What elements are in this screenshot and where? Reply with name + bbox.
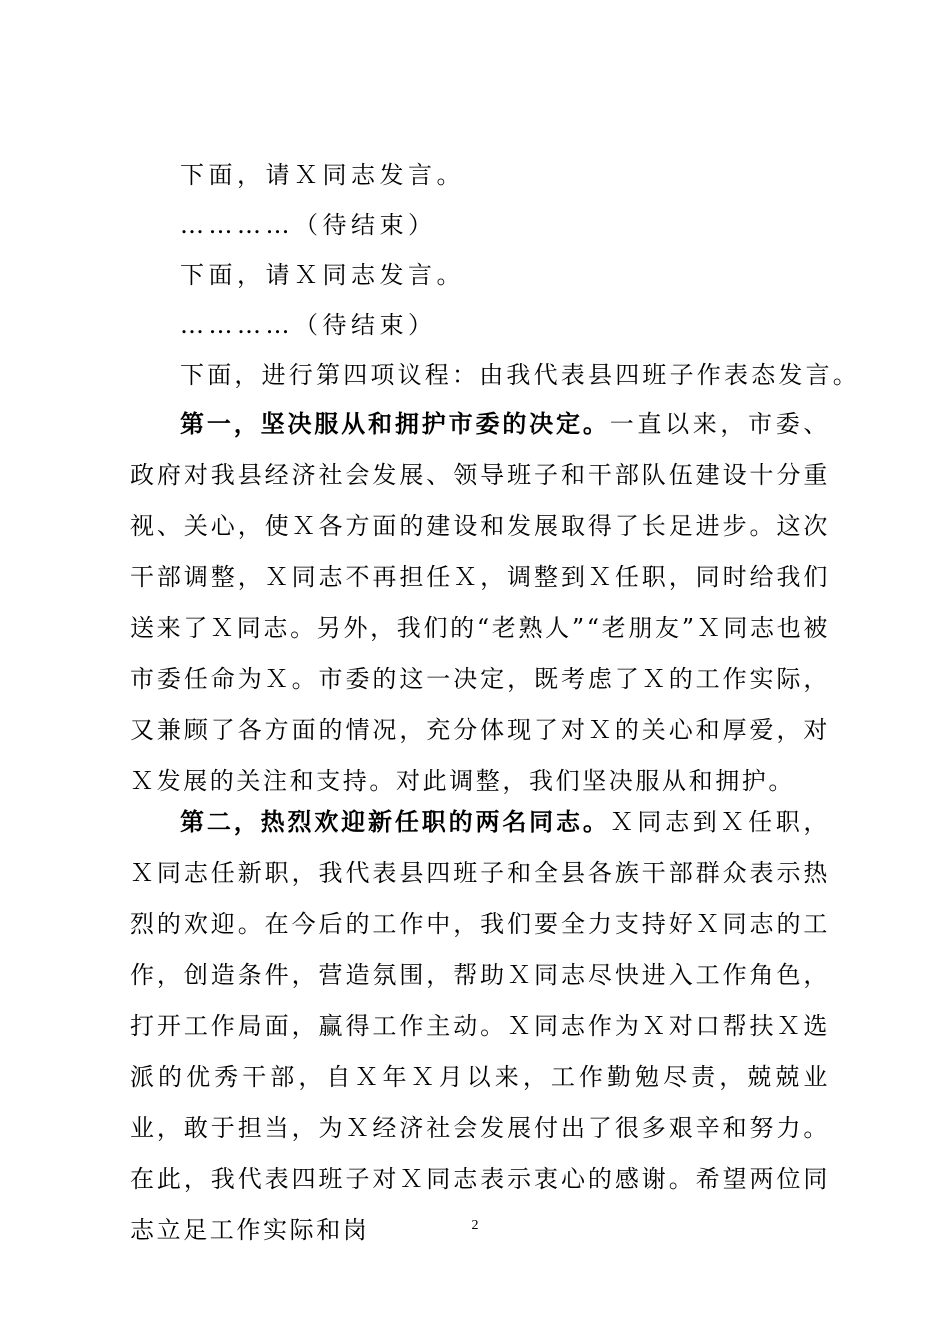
paragraph-second-lead: 第二，热烈欢迎新任职的两名同志。	[180, 808, 610, 836]
paragraph-first-text: 一直以来，市委、政府对我县经济社会发展、领导班子和干部队伍建设十分重视、关心，使Ｘ各方面的建设和发展取得了长足进步。这次干部调整，Ｘ同志不再担任Ｘ，调整到Ｘ任职，同时给我们送来了Ｘ同志。另外，我们的“老熟人”“老朋友”Ｘ同志也被市委任命为Ｘ。市委的这一决定，既考虑了Ｘ的工作实际，又兼顾了各方面的情况，充分体现了对Ｘ的关心和厚爱，对Ｘ发展的关注和支持。对此调整，我们坚决服从和拥护。	[130, 410, 830, 795]
agenda-line: 下面，进行第四项议程：由我代表县四班子作表态发言。	[180, 361, 860, 389]
paragraph-first-lead: 第一，坚决服从和拥护市委的决定。	[180, 410, 610, 438]
paragraph-second-text: Ｘ同志到Ｘ任职，Ｘ同志任新职，我代表县四班子和全县各族干部群众表示热烈的欢迎。在今后的工作中，我们要全力支持好Ｘ同志的工作，创造条件，营造氛围，帮助Ｘ同志尽快进入工作角色，打开工作局面，赢得工作主动。Ｘ同志作为Ｘ对口帮扶Ｘ选派的优秀干部，自Ｘ年Ｘ月以来，工作勤勉尽责，兢兢业业，敢于担当，为Ｘ经济社会发展付出了很多艰辛和努力。在此，我代表四班子对Ｘ同志表示衷心的感谢。希望两位同志立足工作实际和岗	[130, 808, 830, 1244]
pause-line-2: …………（待结束）	[180, 311, 437, 339]
speech-line-1: 下面，请Ｘ同志发言。	[180, 161, 465, 189]
paragraph-second	[130, 797, 830, 1256]
paragraph-first	[130, 399, 830, 807]
pause-line-1: …………（待结束）	[180, 211, 437, 239]
speech-line-2: 下面，请Ｘ同志发言。	[180, 261, 465, 289]
page-number: 2	[471, 1218, 479, 1233]
